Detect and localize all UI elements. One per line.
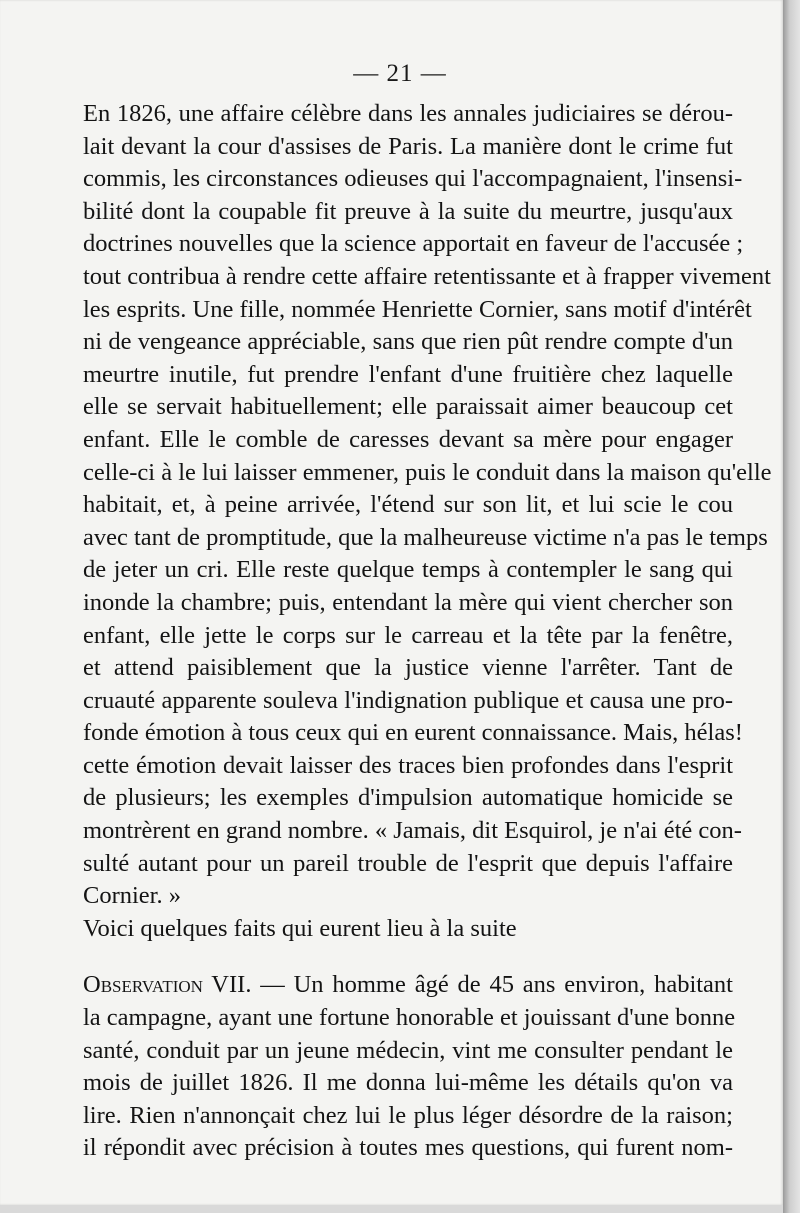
text-fragment: — Un homme âgé de 45 ans environ, habitant xyxy=(251,971,733,999)
text-line: les esprits. Une fille, nommée Henriette Cornier, sans motif d'intérêt xyxy=(83,295,752,323)
text-line: Cornier. » xyxy=(83,882,181,910)
text-line: montrèrent en grand nombre. « Jamais, dit Esquirol, je n'ai été con- xyxy=(83,817,742,845)
observation-heading: Observation VII. xyxy=(83,971,252,999)
text-line xyxy=(83,969,733,1002)
text-line: doctrines nouvelles que la science apportait en faveur de l'accusée ; xyxy=(83,230,744,258)
text-line: bilité dont la coupable fit preuve à la suite du meurtre, jusqu'aux xyxy=(83,197,733,225)
text-line: santé, conduit par un jeune médecin, vint me consulter pendant le xyxy=(83,1036,733,1064)
text-line: cette émotion devait laisser des traces bien profondes dans l'esprit xyxy=(83,751,733,779)
text-line: lire. Rien n'annonçait chez lui le plus léger désordre de la raison; xyxy=(83,1101,733,1129)
text-line: ni de vengeance appréciable, sans que rien pût rendre compte d'un xyxy=(83,328,733,356)
text-line: avec tant de promptitude, que la malheureuse victime n'a pas le temps xyxy=(83,523,768,551)
body-text xyxy=(83,98,772,1165)
text-line: enfant, elle jette le corps sur le carreau et la tête par la fenêtre, xyxy=(83,621,733,649)
text-line: meurtre inutile, fut prendre l'enfant d'une fruitière chez laquelle xyxy=(83,360,733,388)
book-gutter xyxy=(783,0,800,1213)
text-line: de plusieurs; les exemples d'impulsion automatique homicide se xyxy=(83,784,733,812)
paragraph-spacer xyxy=(83,945,733,969)
text-line: elle se servait habituellement; elle paraissait aimer beaucoup cet xyxy=(83,393,733,421)
text-line: sulté autant pour un pareil trouble de l'esprit que depuis l'affaire xyxy=(83,849,733,877)
text-line: commis, les circonstances odieuses qui l'accompagnaient, l'insensi- xyxy=(83,165,743,193)
text-line: mois de juillet 1826. Il me donna lui-même les détails qu'on va xyxy=(83,1069,733,1097)
text-line: tout contribua à rendre cette affaire retentissante et à frapper vivement xyxy=(83,262,771,290)
page-number: — 21 — xyxy=(353,60,447,87)
text-line: celle-ci à le lui laisser emmener, puis le conduit dans la maison qu'elle xyxy=(83,458,772,486)
paragraph-1 xyxy=(83,98,772,913)
text-line: la campagne, ayant une fortune honorable et jouissant d'une bonne xyxy=(83,1004,736,1032)
text-line: il répondit avec précision à toutes mes questions, qui furent nom- xyxy=(83,1134,733,1162)
observation-paragraph xyxy=(83,969,736,1165)
text-line: de jeter un cri. Elle reste quelque temps à contempler le sang qui xyxy=(83,556,733,584)
text-line: et attend paisiblement que la justice vienne l'arrêter. Tant de xyxy=(83,654,733,682)
text-line: fonde émotion à tous ceux qui en eurent connaissance. Mais, hélas! xyxy=(83,719,743,747)
paragraph-2 xyxy=(83,913,733,946)
text-line: inonde la chambre; puis, entendant la mère qui vient chercher son xyxy=(83,588,733,616)
text-line: lait devant la cour d'assises de Paris. La manière dont le crime fut xyxy=(83,132,733,160)
text-line: habitait, et, à peine arrivée, l'étend sur son lit, et lui scie le cou xyxy=(83,491,733,519)
text-line: cruauté apparente souleva l'indignation publique et causa une pro- xyxy=(83,686,733,714)
text-line: Voici quelques faits qui eurent lieu à la suite xyxy=(83,914,517,942)
text-line: enfant. Elle le comble de caresses devant sa mère pour engager xyxy=(83,425,733,453)
text-line: En 1826, une affaire célèbre dans les annales judiciaires se dérou- xyxy=(83,100,733,127)
